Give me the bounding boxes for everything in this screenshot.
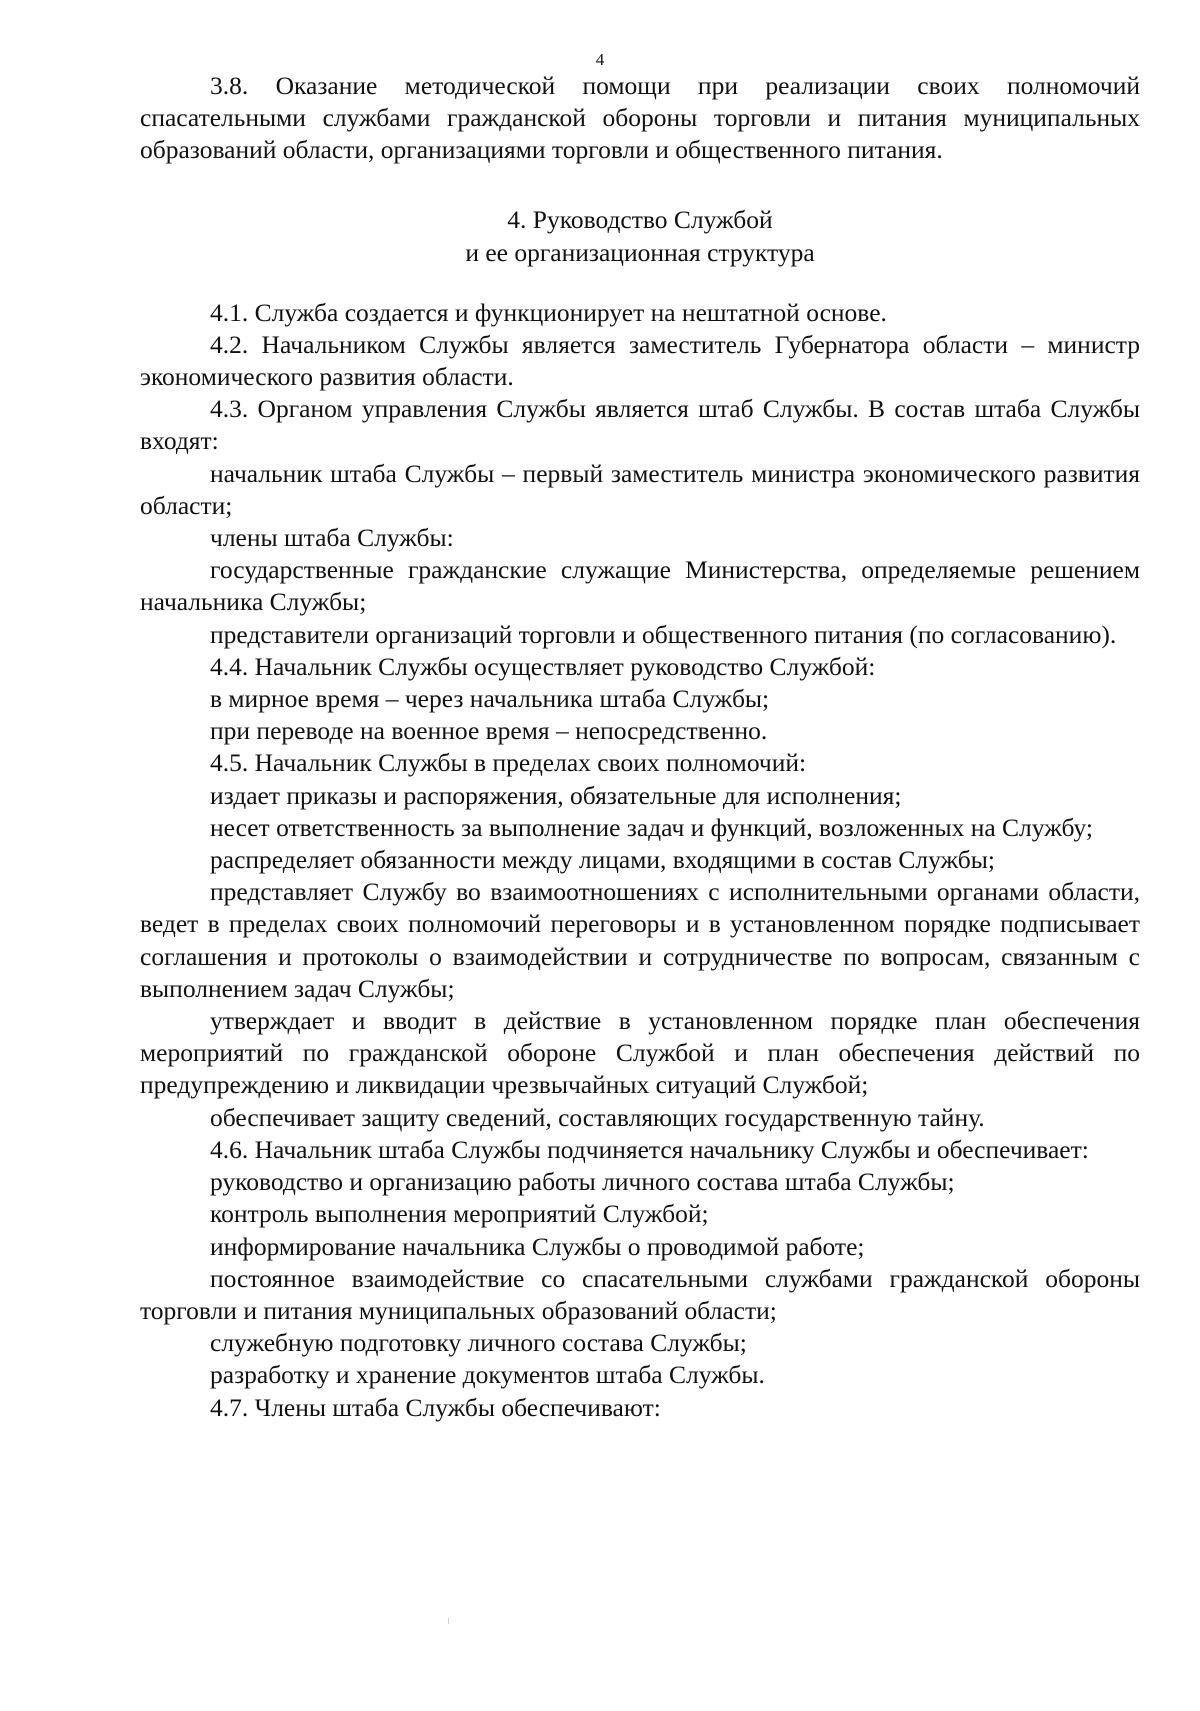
- paragraph-representation: представляет Службу во взаимоотношениях с исполнительными органами области, ведет в пределах своих полномочий переговоры и в установленном порядке подписывает соглашения и протоколы о взаимодействии и сотрудничестве по вопросам, связанным с выполнением задач Службы;: [140, 877, 1140, 1003]
- section-heading-line-1: 4. Руководство Службой: [507, 204, 773, 234]
- document-body: [140, 70, 1140, 1424]
- scan-mark: [448, 1618, 449, 1624]
- paragraph-civil-servants: государственные гражданские служащие Министерства, определяемые решением начальника Службы;: [140, 555, 1140, 617]
- paragraph-peacetime: в мирное время – через начальника штаба Службы;: [210, 684, 770, 714]
- paragraph-duties: распределяет обязанности между лицами, входящими в состав Службы;: [210, 845, 995, 875]
- paragraph-orders: издает приказы и распоряжения, обязательные для исполнения;: [210, 780, 902, 810]
- section-heading: [140, 203, 1140, 269]
- paragraph-4-5: 4.5. Начальник Службы в пределах своих полномочий:: [210, 748, 807, 778]
- paragraph-4-1: 4.1. Служба создается и функционирует на нештатной основе.: [210, 297, 887, 327]
- paragraph-control: контроль выполнения мероприятий Службой;: [210, 1199, 709, 1229]
- paragraph-representatives: представители организаций торговли и общественного питания (по согласованию).: [210, 619, 1117, 649]
- paragraph-training: служебную подготовку личного состава Службы;: [210, 1328, 747, 1358]
- paragraph-staff-members: члены штаба Службы:: [210, 523, 454, 553]
- paragraph-state-secret: обеспечивает защиту сведений, составляющих государственную тайну.: [210, 1102, 985, 1132]
- section-heading-line-2: и ее организационная структура: [465, 237, 815, 267]
- paragraph-approves-plans: утверждает и вводит в действие в установленном порядке план обеспечения мероприятий по гражданской обороне Службой и план обеспечения действий по предупреждению и ликвидации чрезвычайных ситуаций Службой;: [140, 1006, 1140, 1100]
- paragraph-4-4: 4.4. Начальник Службы осуществляет руководство Службой:: [210, 651, 876, 681]
- paragraph-4-6: 4.6. Начальник штаба Службы подчиняется начальнику Службы и обеспечивает:: [210, 1134, 1089, 1164]
- page-number: 4: [595, 50, 605, 69]
- paragraph-4-7: 4.7. Члены штаба Службы обеспечивают:: [210, 1392, 661, 1422]
- paragraph-staff-management: руководство и организацию работы личного состава штаба Службы;: [210, 1167, 955, 1197]
- paragraph-3-8: 3.8. Оказание методической помощи при реализации своих полномочий спасательными службами гражданской обороны торговли и питания муниципальных образований области, организациями торговли и общественного питания.: [140, 71, 1140, 165]
- paragraph-4-3: 4.3. Органом управления Службы является штаб Службы. В состав штаба Службы входят:: [140, 394, 1140, 456]
- paragraph-wartime: при переводе на военное время – непосредственно.: [210, 716, 768, 746]
- paragraph-documents: разработку и хранение документов штаба Службы.: [210, 1360, 765, 1390]
- paragraph-informing: информирование начальника Службы о проводимой работе;: [210, 1231, 865, 1261]
- paragraph-responsibility: несет ответственность за выполнение задач и функций, возложенных на Службу;: [210, 812, 1093, 842]
- paragraph-staff-chief: начальник штаба Службы – первый заместитель министра экономического развития области;: [140, 458, 1140, 520]
- paragraph-interaction: постоянное взаимодействие со спасательными службами гражданской обороны торговли и питания муниципальных образований области;: [140, 1263, 1140, 1325]
- paragraph-4-2: 4.2. Начальником Службы является заместитель Губернатора области – министр экономического развития области.: [140, 329, 1140, 392]
